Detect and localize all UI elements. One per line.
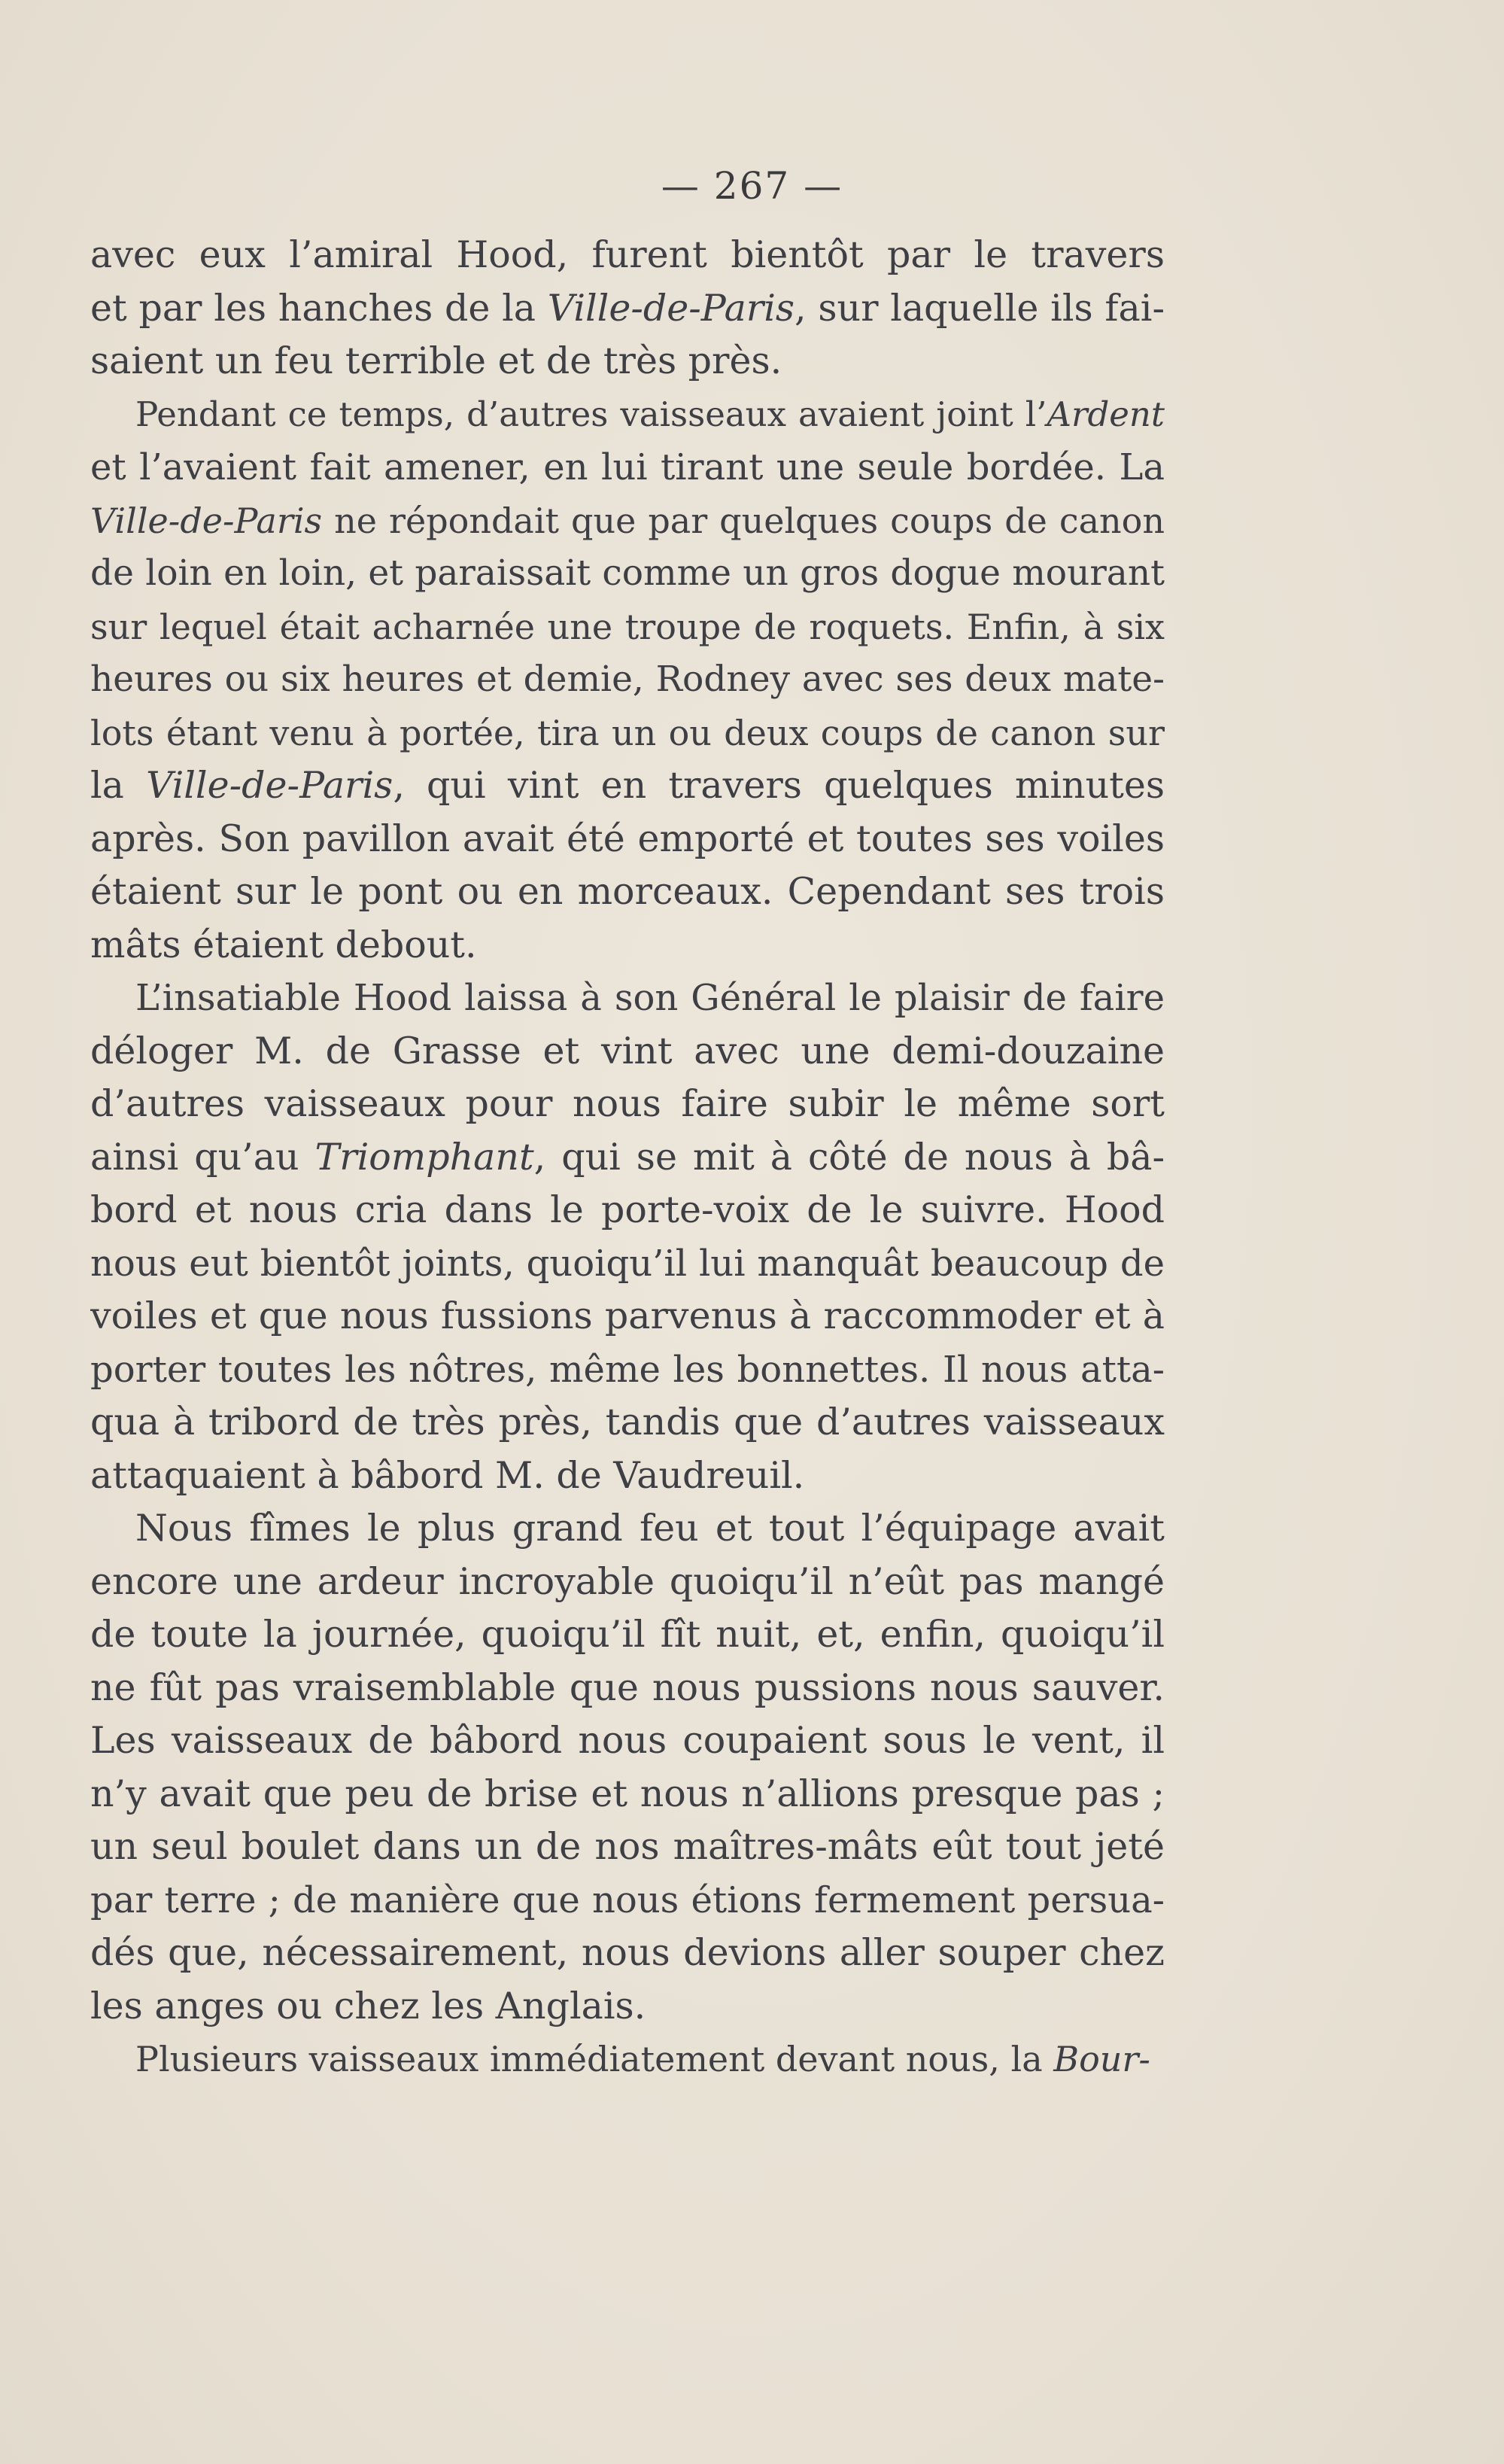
text-run: porter toutes les nôtres, même les bonnettes. Il nous atta- — [90, 1348, 1165, 1391]
text-line — [90, 1768, 1165, 1821]
text-line — [90, 919, 1165, 972]
text-run: la — [90, 764, 147, 807]
text-run: et par les hanches de la — [90, 286, 548, 330]
text-run: après. Son pavillon avait été emporté et toutes ses voiles — [90, 817, 1165, 860]
text-run: , sur laquelle ils fai- — [795, 286, 1165, 330]
text-line — [90, 1556, 1165, 1609]
text-run: , qui vint en travers quelques minutes — [393, 764, 1165, 807]
text-line — [90, 229, 1165, 282]
italic-text: Ville-de-Paris — [547, 286, 795, 330]
text-run: et l’avaient fait amener, en lui tirant une seule bordée. La — [90, 446, 1165, 488]
text-run: qua à tribord de très près, tandis que d’autres vaisseaux — [90, 1401, 1165, 1443]
italic-text: Ville-de-Paris — [90, 500, 323, 541]
text-run: ainsi qu’au — [90, 1135, 315, 1179]
text-line — [90, 335, 1165, 388]
text-run: un seul boulet dans un de nos maîtres-mâts eût tout jeté — [90, 1825, 1165, 1868]
text-run: de toute la journée, quoiqu’il fît nuit, et, enfin, quoiqu’il — [90, 1613, 1165, 1656]
text-line — [90, 547, 1165, 601]
text-run: voiles et que nous fussions parvenus à raccommoder et à — [90, 1294, 1165, 1337]
text-line — [90, 388, 1165, 442]
text-run: de loin en loin, et paraissait comme un gros dogue mourant — [90, 552, 1165, 594]
text-run: n’y avait que peu de brise et nous n’allions presque pas ; — [90, 1772, 1165, 1815]
italic-text: Ardent — [1047, 394, 1165, 434]
italic-text: Bour- — [1053, 2039, 1150, 2079]
text-run: dés que, nécessairement, nous devions aller souper chez — [90, 1931, 1165, 1974]
text-line — [90, 759, 1165, 813]
text-line — [90, 1502, 1165, 1556]
body-text — [90, 229, 1165, 2086]
text-line — [90, 1184, 1165, 1237]
text-line — [90, 1025, 1165, 1078]
text-line — [90, 1662, 1165, 1715]
text-run: attaquaient à bâbord M. de Vaudreuil. — [90, 1453, 805, 1497]
text-line — [90, 1927, 1165, 1980]
text-run: sur lequel était acharnée une troupe de roquets. Enfin, à six — [90, 606, 1165, 647]
text-run: L’insatiable Hood laissa à son Général le plaisir de faire — [135, 977, 1165, 1019]
page-number: — 267 — — [661, 164, 843, 208]
text-run: étaient sur le pont ou en morceaux. Cependant ses trois — [90, 870, 1165, 913]
text-line — [90, 1396, 1165, 1450]
text-run: ne fût pas vraisemblable que nous pussions nous sauver. — [90, 1665, 1165, 1709]
text-run: heures ou six heures et demie, Rodney avec ses deux mate- — [90, 659, 1165, 700]
text-run: par terre ; de manière que nous étions fermement persua- — [90, 1878, 1165, 1921]
text-run: lots étant venu à portée, tira un ou deux coups de canon sur — [90, 712, 1165, 753]
text-line — [90, 1608, 1165, 1662]
text-line — [90, 972, 1165, 1025]
text-run: Pendant ce temps, d’autres vaisseaux avaient joint l’ — [135, 394, 1047, 434]
text-line — [90, 1343, 1165, 1397]
text-line — [90, 1874, 1165, 1927]
text-run: d’autres vaisseaux pour nous faire subir le même sort — [90, 1082, 1165, 1125]
text-line — [90, 1237, 1165, 1291]
text-run: déloger M. de Grasse et vint avec une demi-douzaine — [90, 1029, 1165, 1072]
text-line — [90, 1821, 1165, 1874]
text-run: encore une ardeur incroyable quoiqu’il n’eût pas mangé — [90, 1559, 1165, 1603]
text-run: Les vaisseaux de bâbord nous coupaient sous le vent, il — [90, 1719, 1165, 1762]
text-line — [90, 707, 1165, 760]
text-run: nous eut bientôt joints, quoiqu’il lui manquât beaucoup de — [90, 1242, 1165, 1285]
text-line — [90, 1131, 1165, 1185]
text-line — [90, 1078, 1165, 1131]
text-run: ne répondait que par quelques coups de canon — [322, 500, 1165, 541]
text-line — [90, 2033, 1165, 2086]
text-line — [90, 865, 1165, 919]
text-line — [90, 653, 1165, 707]
text-line — [90, 1714, 1165, 1768]
italic-text: Ville-de-Paris — [146, 764, 393, 807]
text-run: avec eux l’amiral Hood, furent bientôt par le travers — [90, 233, 1165, 276]
text-run: bord et nous cria dans le porte-voix de le suivre. Hood — [90, 1188, 1165, 1231]
text-run: les anges ou chez les Anglais. — [90, 1984, 646, 2027]
text-line — [90, 1450, 1165, 1503]
text-run: Nous fîmes le plus grand feu et tout l’équipage avait — [135, 1507, 1165, 1550]
text-line — [90, 601, 1165, 654]
text-line — [90, 813, 1165, 866]
text-run: saient un feu terrible et de très près. — [90, 339, 782, 382]
text-line — [90, 1980, 1165, 2034]
text-line — [90, 1290, 1165, 1343]
text-line — [90, 441, 1165, 494]
text-line — [90, 494, 1165, 548]
italic-text: Triomphant — [314, 1135, 534, 1179]
text-run: mâts étaient debout. — [90, 923, 477, 966]
text-run: Plusieurs vaisseaux immédiatement devant nous, la — [135, 2039, 1054, 2079]
text-run: , qui se mit à côté de nous à bâ- — [533, 1135, 1165, 1179]
text-line — [90, 282, 1165, 336]
